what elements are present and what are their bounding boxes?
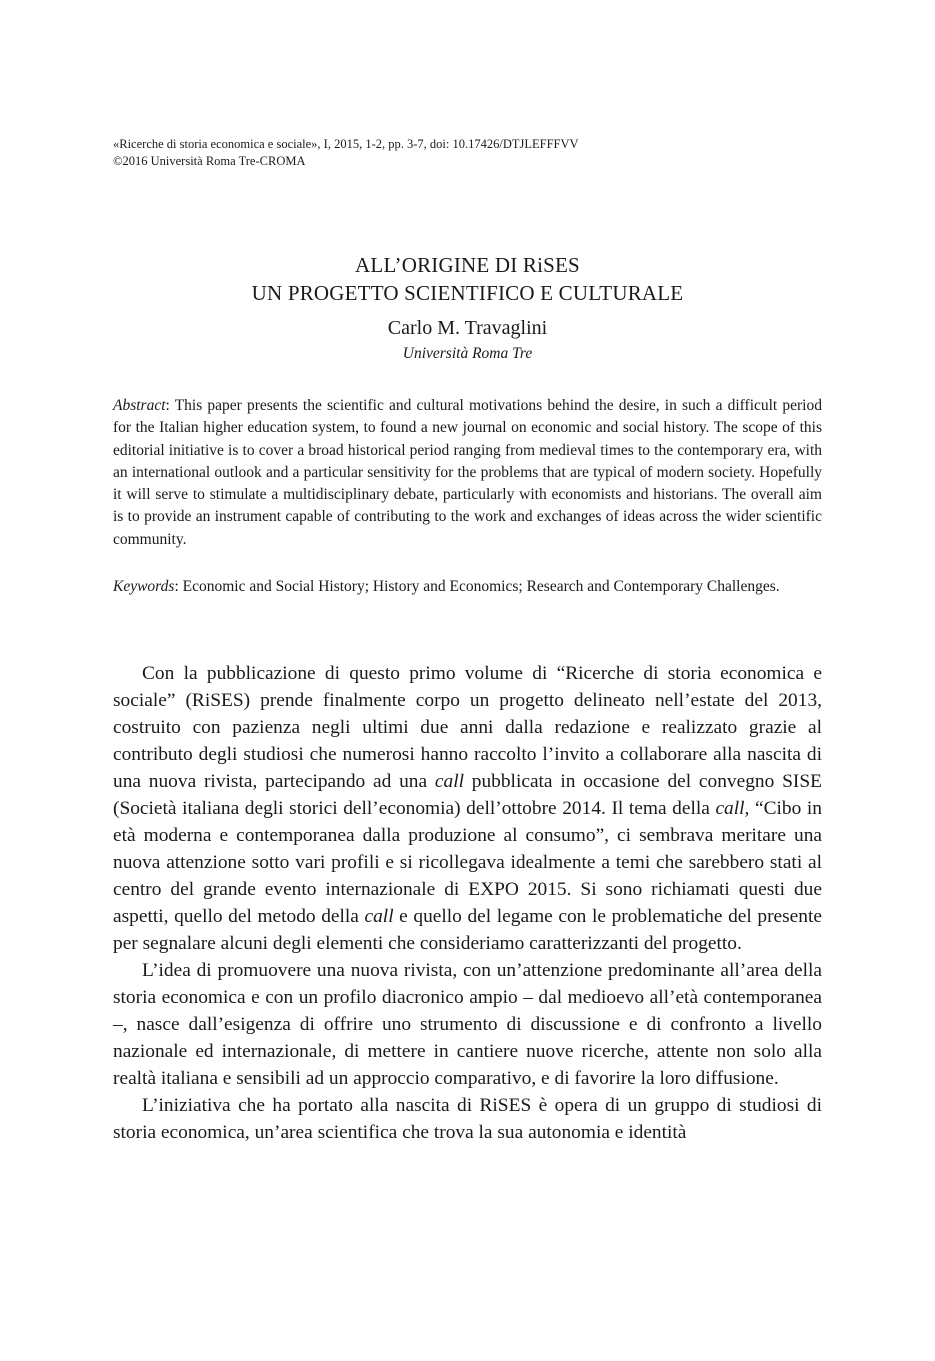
body-italic-run: call, [715, 798, 750, 819]
body-text-run: pubblicata in occasione del convegno SISE (Società italiana degli storici dell’economia) dell’ottobre 2014. Il tema della [113, 771, 822, 819]
body-text [113, 660, 822, 1146]
abstract-label: Abstract [113, 397, 166, 414]
title-block [113, 251, 822, 365]
abstract-text: : This paper presents the scientific and cultural motivations behind the desire, in such a difficult period for the Italian higher education system, to found a new journal on economic and social history. The scope of this editorial initiative is to cover a broad historical period ranging from medieval times to the contemporary era, with an international outlook and a particular sensitivity for the problems that are typical of modern society. Hopefully it will serve to stimulate a multidisciplinary debate, particularly with economists and historians. The overall aim is to provide an instrument capable of contributing to the work and exchanges of ideas across the wider scientific community. [113, 397, 822, 548]
body-italic-run: call [364, 906, 394, 927]
body-paragraph-1 [113, 660, 822, 957]
copyright-line: ©2016 Università Roma Tre-CROMA [113, 154, 306, 168]
keywords-text: : Economic and Social History; History and Economics; Research and Contemporary Challenges. [174, 578, 780, 595]
body-text-run: “Cibo in età moderna e contemporanea dalla produzione al consumo”, ci sembrava meritare una nuova attenzione sotto vari profili e si ricollegava idealmente a temi che sarebbero stati al centro del grande evento internazionale di EXPO 2015. Si sono richiamati questi due aspetti, quello del metodo della [113, 798, 822, 927]
keywords-label: Keywords [113, 578, 175, 595]
body-italic-run: call [434, 771, 464, 792]
body-paragraph-2: L’idea di promuovere una nuova rivista, con un’attenzione predominante all’area della storia economica e con un profilo diacronico ampio – dal medioevo all’età contemporanea –, nasce dall’esigenza di offrire uno strumento di discussione e di confronto a livello nazionale ed internazionale, di mettere in cantiere nuove ricerche, attente non solo alla realtà italiana e sensibili ad un approccio comparativo, e di favorire la loro diffusione. [113, 960, 822, 1089]
author-name: Carlo M. Travaglini [387, 317, 548, 339]
author-affiliation: Università Roma Tre [402, 345, 533, 362]
body-text-run: Con la pubblicazione di questo primo volume di “Ricerche di storia economica e sociale” (RiSES) prende finalmente corpo un progetto delineato nell’estate del 2013, costruito con pazienza negli ultimi due anni dalla redazione e realizzato grazie al contributo degli studiosi che numerosi hanno raccolto l’invito a collaborare alla nascita di una nuova rivista, partecipando ad una [113, 663, 822, 792]
body-text-run: e quello del legame con le problematiche del presente per segnalare alcuni degli elementi che consideriamo caratterizzanti del progetto. [113, 906, 822, 954]
article-title-line-1: ALL’ORIGINE DI RiSES [355, 253, 580, 277]
article-title-line-2: UN PROGETTO SCIENTIFICO E CULTURALE [251, 281, 684, 305]
abstract [113, 395, 822, 551]
running-header [113, 136, 822, 170]
keywords [113, 576, 822, 598]
citation-line: «Ricerche di storia economica e sociale», I, 2015, 1-2, pp. 3-7, doi: 10.17426/DTJLEFFFVV [113, 137, 579, 151]
body-paragraph-3: L’iniziativa che ha portato alla nascita di RiSES è opera di un gruppo di studiosi di storia economica, un’area scientifica che trova la sua autonomia e identità [113, 1095, 822, 1143]
